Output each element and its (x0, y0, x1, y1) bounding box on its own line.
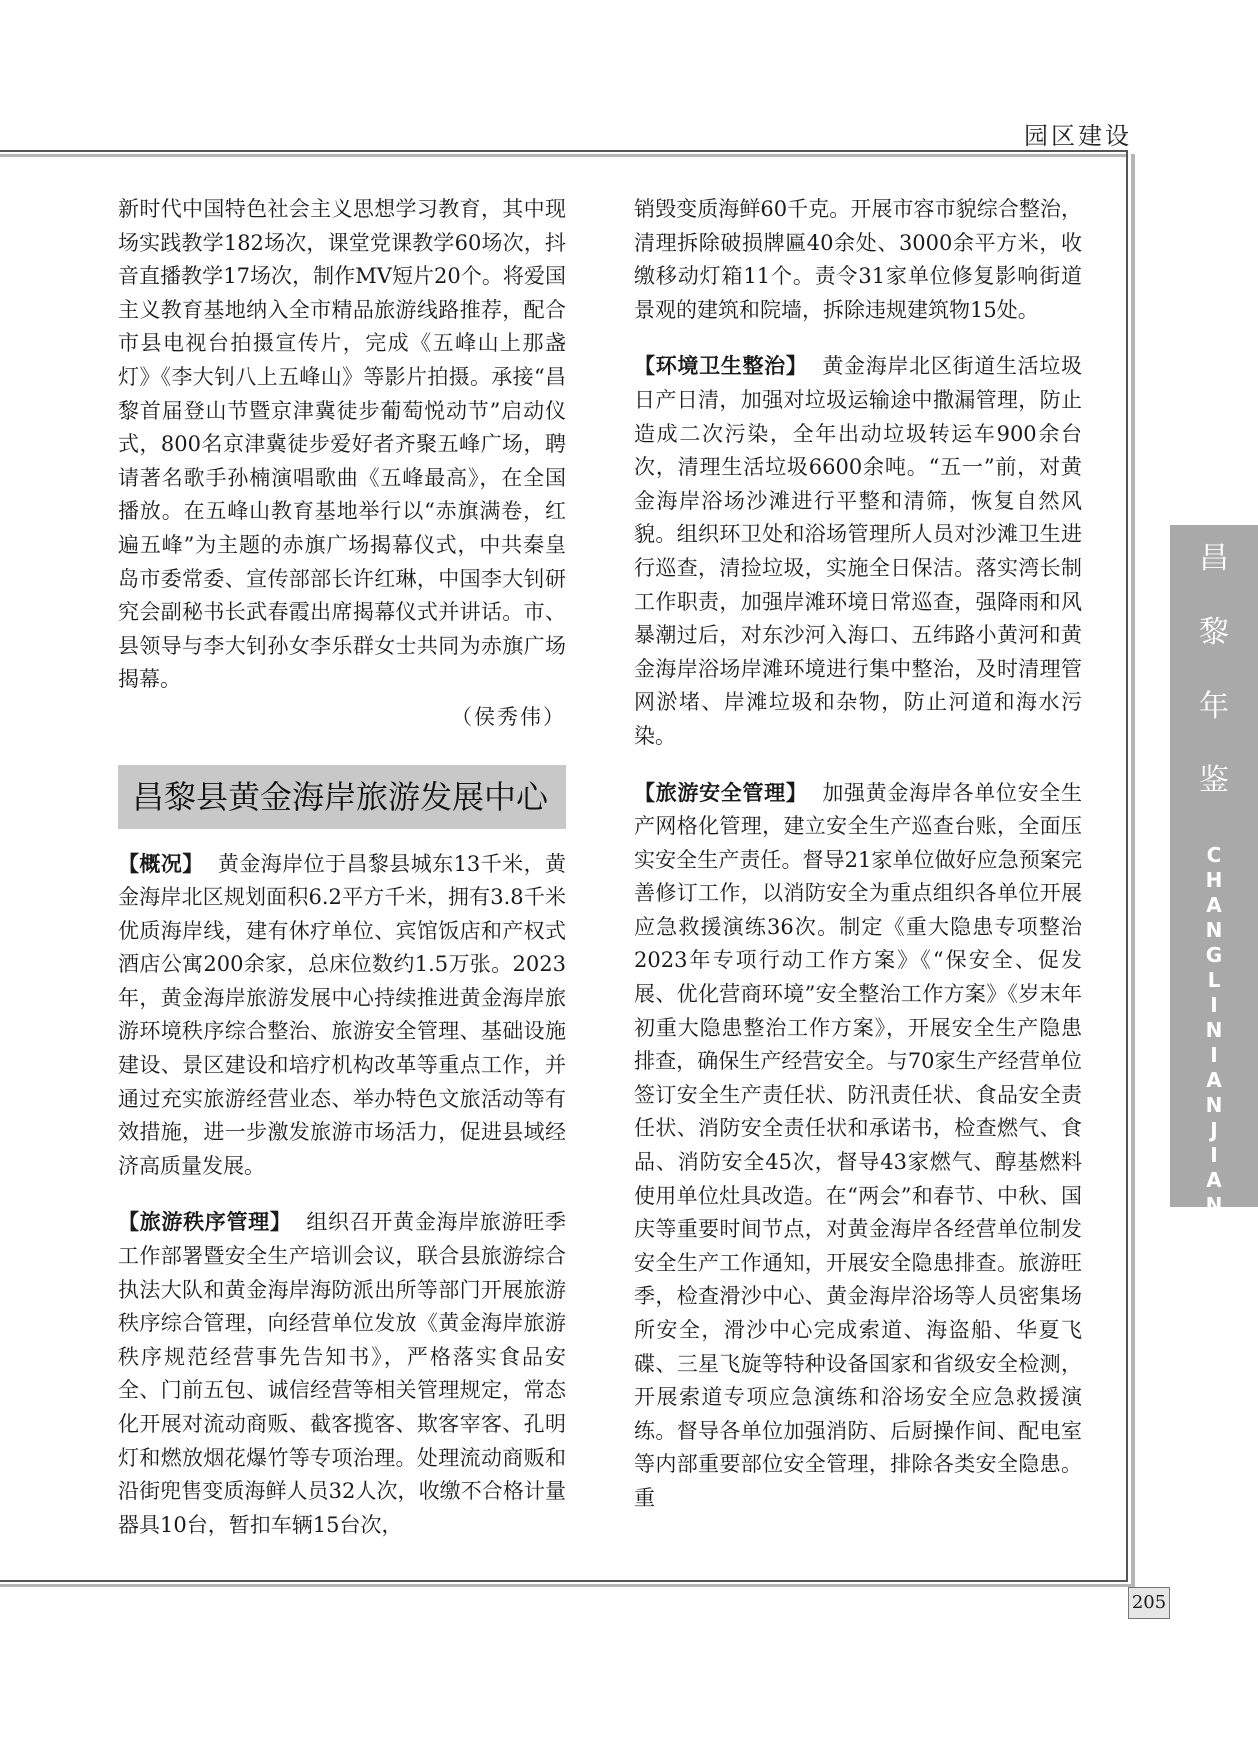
side-tab-char: 昌 (1199, 541, 1229, 576)
page-number: 205 (1128, 1587, 1170, 1619)
frame-top-border (0, 150, 1128, 152)
frame-right-border (1126, 150, 1128, 1582)
safety-paragraph (634, 776, 1082, 1516)
side-tab-letter: L (1207, 968, 1221, 992)
continued-paragraph: 销毁变质海鲜60千克。开展市容市貌综合整治，清理拆除破损牌匾40余处、3000余平方米，收缴移动灯箱11个。责令31家单位修复影响街道景观的建筑和院墙，拆除违规建筑物15处。 (634, 197, 1082, 322)
side-tab-letter: A (1206, 1168, 1222, 1192)
frame-bottom-shadow (0, 1584, 1135, 1587)
author-credit: （侯秀伟） (451, 704, 566, 729)
frame-right-shadow (1131, 154, 1135, 1586)
frame-bottom-border (0, 1580, 1128, 1582)
left-column (118, 193, 566, 1542)
overview-text: 黄金海岸位于昌黎县城东13千米，黄金海岸北区规划面积6.2平方千米，拥有3.8千米优质海岸线，建有休疗单位、宾馆饭店和产权式酒店公寓200余家，总床位数约1.5万张。2023年，黄金海岸旅游发展中心持续推进黄金海岸旅游环境秩序综合整治、旅游安全管理、基础设施建设、景区建设和培疗机构改革等重点工作，并通过充实旅游经营业态、举办特色文旅活动等有效措施，进一步激发旅游市场活力，促进县域经济高质量发展。 (118, 851, 566, 1178)
side-tab-letter: I (1210, 1043, 1218, 1067)
right-column (634, 193, 1082, 1516)
frame-top-shadow (0, 154, 1128, 157)
side-tab-latin (1170, 843, 1258, 1218)
yearbook-side-tab (1170, 525, 1258, 1217)
sanitation-paragraph (634, 349, 1082, 753)
running-header-section: 园区建设 (1024, 122, 1132, 150)
overview-paragraph (118, 847, 566, 1184)
safety-label: 【旅游安全管理】 (634, 779, 808, 805)
side-tab-letter: H (1205, 868, 1223, 892)
sanitation-text: 黄金海岸北区街道生活垃圾日产日清，加强对垃圾运输途中撒漏管理，防止造成二次污染，全年出动垃圾转运车900余台次，清理生活垃圾6600余吨。“五一”前，对黄金海岸浴场沙滩进行平整和清筛，恢复自然风貌。组织环卫处和浴场管理所人员对沙滩卫生进行巡查，清捡垃圾，实施全日保洁。落实湾长制工作职责，加强岸滩环境日常巡查，强降雨和风暴潮过后，对东沙河入海口、五纬路小黄河和黄金海岸浴场岸滩环境进行集中整治，及时清理管网淤堵、岸滩垃圾和杂物，防止河道和海水污染。 (634, 354, 1082, 748)
side-tab-letter: G (1205, 943, 1223, 967)
tourism-order-label: 【旅游秩序管理】 (118, 1209, 292, 1235)
intro-paragraph: 新时代中国特色社会主义思想学习教育，其中现场实践教学182场次，课堂党课教学60场次，抖音直播教学17场次，制作MV短片20个。将爱国主义教育基地纳入全市精品旅游线路推荐，配合市县电视台拍摄宣传片，完成《五峰山上那盏灯》《李大钊八上五峰山》等影片拍摄。承接“昌黎首届登山节暨京津冀徒步葡萄悦动节”启动仪式，800名京津冀徒步爱好者齐聚五峰广场，聘请著名歌手孙楠演唱歌曲《五峰最高》，在全国播放。在五峰山教育基地举行以“赤旗满卷，红遍五峰”为主题的赤旗广场揭幕仪式，中共秦皇岛市委常委、宣传部部长许红琳，中国李大钊研究会副秘书长武春霞出席揭幕仪式并讲话。市、县领导与李大钊孙女李乐群女士共同为赤旗广场揭幕。 (118, 197, 566, 692)
safety-text: 加强黄金海岸各单位安全生产网格化管理，建立安全生产巡查台账，全面压实安全生产责任。督导21家单位做好应急预案完善修订工作，以消防安全为重点组织各单位开展应急救援演练36次。制定《重大隐患专项整治2023年专项行动工作方案》《“保安全、促发展、优化营商环境”安全整治工作方案》《岁末年初重大隐患整治工作方案》，开展安全生产隐患排查，确保生产经营安全。与70家生产经营单位签订安全生产责任状、防汛责任状、食品安全责任状、消防安全责任状和承诺书，检查燃气、食品、消防安全45次，督导43家燃气、醇基燃料使用单位灶具改造。在“两会”和春节、中秋、国庆等重要时间节点，对黄金海岸各经营单位制发安全生产工作通知，开展安全隐患排查。旅游旺季，检查滑沙中心、黄金海岸浴场等人员密集场所安全，滑沙中心完成索道、海盗船、华夏飞碟、三星飞旋等特种设备国家和省级安全检测，开展索道专项应急演练和浴场安全应急救援演练。督导各单位加强消防、后厨操作间、配电室等内部重要部位安全管理，排除各类安全隐患。重 (634, 780, 1082, 1510)
unit-title: 昌黎县黄金海岸旅游发展中心 (118, 765, 566, 829)
side-tab-letter: I (1210, 993, 1218, 1017)
side-tab-letter: J (1210, 1118, 1218, 1142)
side-tab-letter: A (1206, 1068, 1222, 1092)
tourism-order-paragraph (118, 1205, 566, 1542)
side-tab-char: 黎 (1199, 615, 1229, 650)
overview-label: 【概况】 (118, 850, 204, 876)
side-tab-letter: N (1205, 1193, 1223, 1217)
side-tab-letter: I (1210, 1143, 1218, 1167)
side-tab-letter: N (1205, 1093, 1223, 1117)
side-tab-letter: C (1206, 843, 1222, 867)
side-tab-letter: N (1205, 918, 1223, 942)
side-tab-letter: A (1206, 893, 1222, 917)
side-tab-char: 年 (1199, 689, 1229, 724)
side-tab-char: 鉴 (1199, 763, 1229, 798)
side-tab-letter: N (1205, 1018, 1223, 1042)
tourism-order-text: 组织召开黄金海岸旅游旺季工作部署暨安全生产培训会议，联合县旅游综合执法大队和黄金海岸海防派出所等部门开展旅游秩序综合管理，向经营单位发放《黄金海岸旅游秩序规范经营事先告知书》，严格落实食品安全、门前五包、诚信经营等相关管理规定，常态化开展对流动商贩、截客揽客、欺客宰客、孔明灯和燃放烟花爆竹等专项治理。处理流动商贩和沿街兜售变质海鲜人员32人次，收缴不合格计量器具10台，暂扣车辆15台次， (118, 1210, 566, 1537)
sanitation-label: 【环境卫生整治】 (634, 353, 808, 379)
